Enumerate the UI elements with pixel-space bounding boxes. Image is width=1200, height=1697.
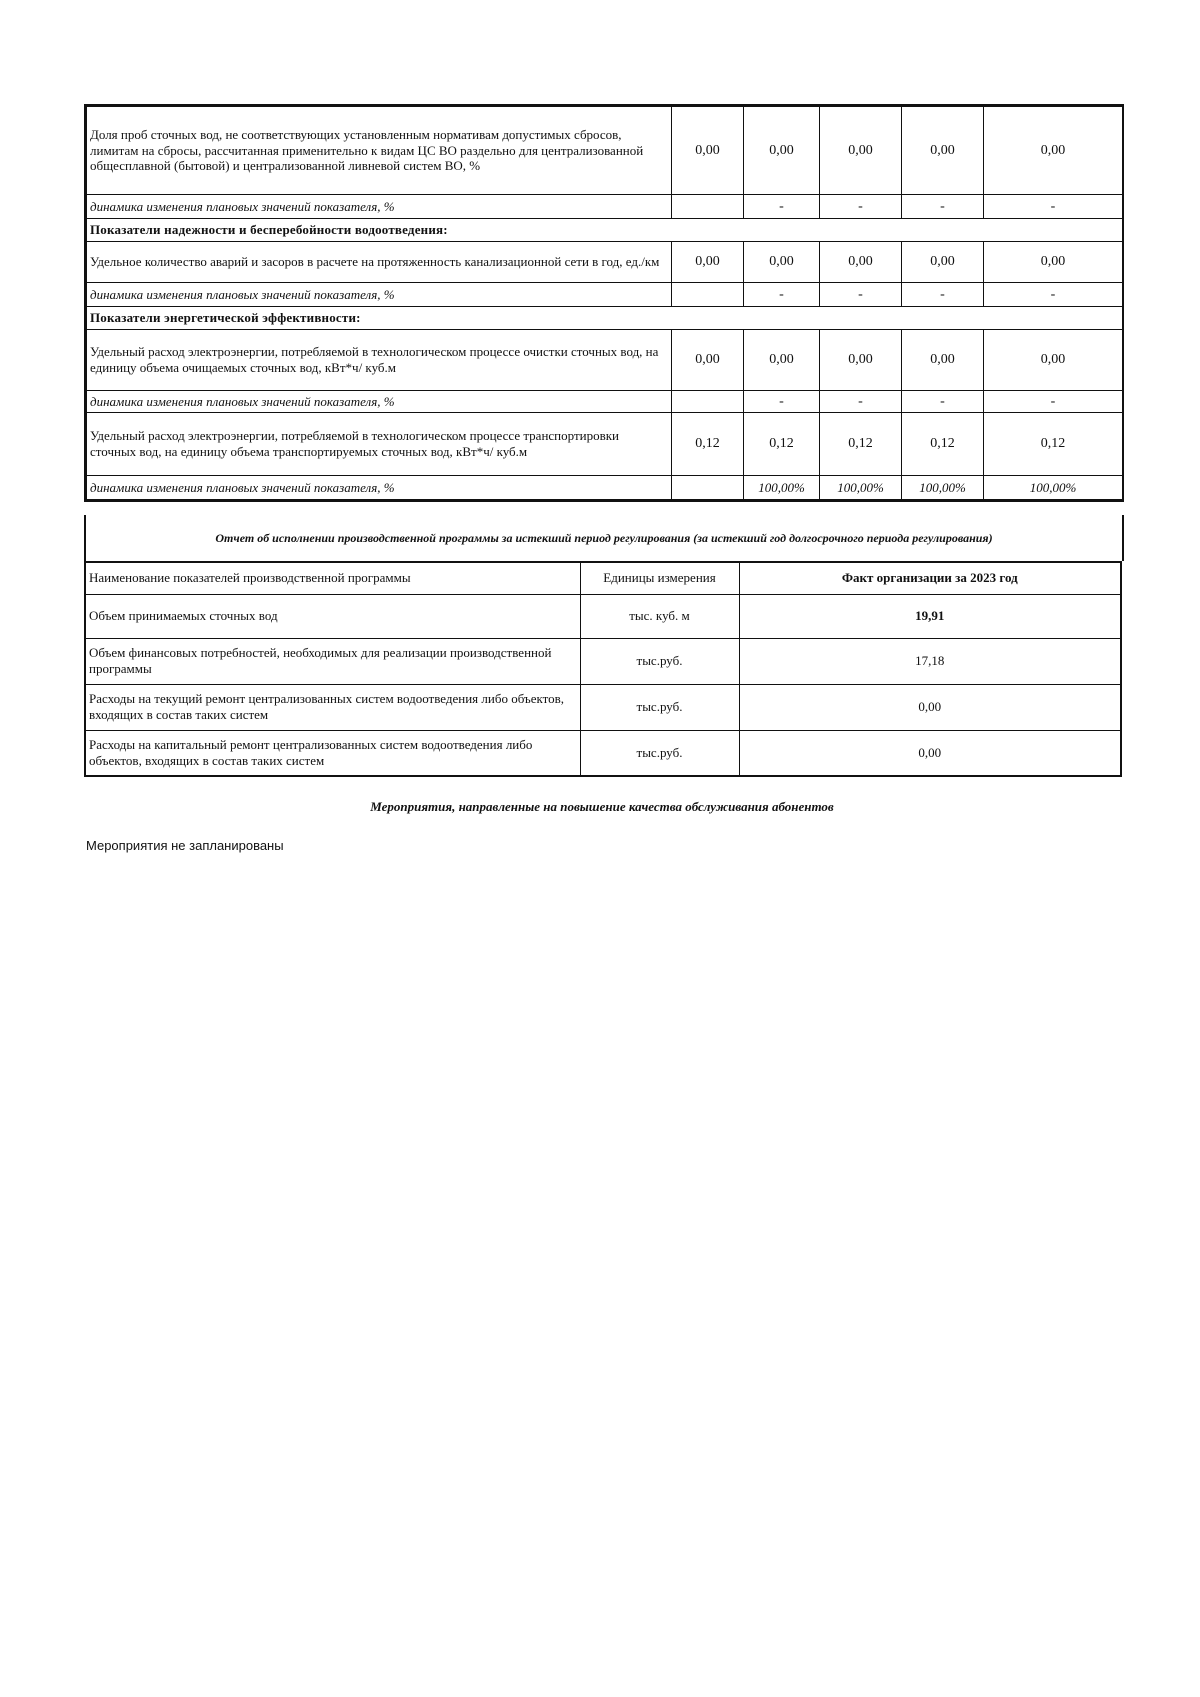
report-row — [85, 684, 1121, 730]
indicator-label: Доля проб сточных вод, не соответствующих установленным нормативам допустимых сбросов, лимитам на сбросы, рассчитанная применительно к видам ЦС ВО раздельно для централизованной общесплавной (бытовой) и централизованной ливневой систем ВО, % — [87, 107, 672, 195]
dynamics-value: - — [744, 195, 820, 219]
dynamics-row — [87, 195, 1123, 219]
report-row-value: 19,91 — [739, 594, 1121, 638]
indicator-label: Удельный расход электроэнергии, потребляемой в технологическом процессе очистки сточных вод, на единицу объема очищаемых сточных вод, кВт*ч/ куб.м — [87, 330, 672, 391]
dynamics-row — [87, 283, 1123, 307]
indicator-label: Удельное количество аварий и засоров в расчете на протяженность канализационной сети в год, ед./км — [87, 242, 672, 283]
indicator-value: 0,12 — [902, 413, 984, 476]
dynamics-label: динамика изменения плановых значений показателя, % — [87, 391, 672, 413]
indicator-value: 0,00 — [672, 107, 744, 195]
dynamics-value: - — [820, 283, 902, 307]
indicator-value: 0,00 — [820, 330, 902, 391]
report-row-value: 17,18 — [739, 638, 1121, 684]
report-row-unit: тыс. куб. м — [580, 594, 739, 638]
dynamics-label: динамика изменения плановых значений показателя, % — [87, 195, 672, 219]
measures-text: Мероприятия не запланированы — [86, 838, 284, 853]
section-row — [87, 307, 1123, 330]
indicator-value: 0,00 — [672, 242, 744, 283]
indicator-value: 0,12 — [744, 413, 820, 476]
report-row-unit: тыс.руб. — [580, 638, 739, 684]
report-title: Отчет об исполнении производственной программы за истекший период регулирования (за истекший год долгосрочного периода регулирования) — [84, 515, 1124, 561]
dynamics-value: - — [984, 195, 1123, 219]
indicator-value: 0,12 — [984, 413, 1123, 476]
report-row-name: Объем принимаемых сточных вод — [85, 594, 580, 638]
report-row-unit: тыс.руб. — [580, 730, 739, 776]
report-row-name: Расходы на капитальный ремонт централизованных систем водоотведения либо объектов, входящих в состав таких систем — [85, 730, 580, 776]
report-table — [84, 561, 1122, 777]
dynamics-value: - — [744, 283, 820, 307]
dynamics-label: динамика изменения плановых значений показателя, % — [87, 283, 672, 307]
report-header-fact: Факт организации за 2023 год — [739, 562, 1121, 594]
indicator-value: 0,00 — [902, 107, 984, 195]
dynamics-label: динамика изменения плановых значений показателя, % — [87, 476, 672, 500]
report-row — [85, 594, 1121, 638]
report-header-row — [85, 562, 1121, 594]
dynamics-value: 100,00% — [984, 476, 1123, 500]
report-row — [85, 730, 1121, 776]
indicators-table-frame — [84, 104, 1124, 502]
dynamics-value — [672, 391, 744, 413]
quality-indicator-row — [87, 107, 1123, 195]
dynamics-row — [87, 476, 1123, 500]
dynamics-value — [672, 195, 744, 219]
energy-indicator-row — [87, 330, 1123, 391]
dynamics-value: - — [902, 283, 984, 307]
dynamics-value — [672, 476, 744, 500]
dynamics-row — [87, 391, 1123, 413]
indicator-value: 0,00 — [984, 330, 1123, 391]
reliability-indicator-row — [87, 242, 1123, 283]
indicator-value: 0,00 — [984, 242, 1123, 283]
indicator-value: 0,00 — [672, 330, 744, 391]
indicator-value: 0,00 — [744, 242, 820, 283]
report-row-value: 0,00 — [739, 730, 1121, 776]
dynamics-value: - — [820, 391, 902, 413]
indicator-value: 0,00 — [820, 107, 902, 195]
dynamics-value: 100,00% — [902, 476, 984, 500]
indicator-value: 0,00 — [902, 330, 984, 391]
dynamics-value: 100,00% — [744, 476, 820, 500]
dynamics-value: - — [984, 391, 1123, 413]
report-row-name: Расходы на текущий ремонт централизованных систем водоотведения либо объектов, входящих в состав таких систем — [85, 684, 580, 730]
dynamics-value: - — [820, 195, 902, 219]
indicator-value: 0,00 — [902, 242, 984, 283]
indicator-value: 0,00 — [984, 107, 1123, 195]
report-row — [85, 638, 1121, 684]
report-header-unit: Единицы измерения — [580, 562, 739, 594]
dynamics-value: 100,00% — [820, 476, 902, 500]
indicator-value: 0,12 — [672, 413, 744, 476]
measures-title: Мероприятия, направленные на повышение качества обслуживания абонентов — [370, 799, 834, 814]
indicator-value: 0,12 — [820, 413, 902, 476]
report-header-name: Наименование показателей производственной программы — [85, 562, 580, 594]
indicator-label: Удельный расход электроэнергии, потребляемой в технологическом процессе транспортировки сточных вод, на единицу объема транспортируемых сточных вод, кВт*ч/ куб.м — [87, 413, 672, 476]
report-row-unit: тыс.руб. — [580, 684, 739, 730]
indicator-value: 0,00 — [820, 242, 902, 283]
dynamics-value: - — [984, 283, 1123, 307]
dynamics-value: - — [744, 391, 820, 413]
reliability-section-title: Показатели надежности и бесперебойности водоотведения: — [87, 219, 1123, 242]
report-row-value: 0,00 — [739, 684, 1121, 730]
dynamics-value: - — [902, 391, 984, 413]
indicator-value: 0,00 — [744, 330, 820, 391]
dynamics-value — [672, 283, 744, 307]
dynamics-value: - — [902, 195, 984, 219]
indicator-value: 0,00 — [744, 107, 820, 195]
indicators-table — [86, 106, 1123, 500]
energy-indicator-row — [87, 413, 1123, 476]
energy-section-title: Показатели энергетической эффективности: — [87, 307, 1123, 330]
section-row — [87, 219, 1123, 242]
report-row-name: Объем финансовых потребностей, необходимых для реализации производственной программы — [85, 638, 580, 684]
